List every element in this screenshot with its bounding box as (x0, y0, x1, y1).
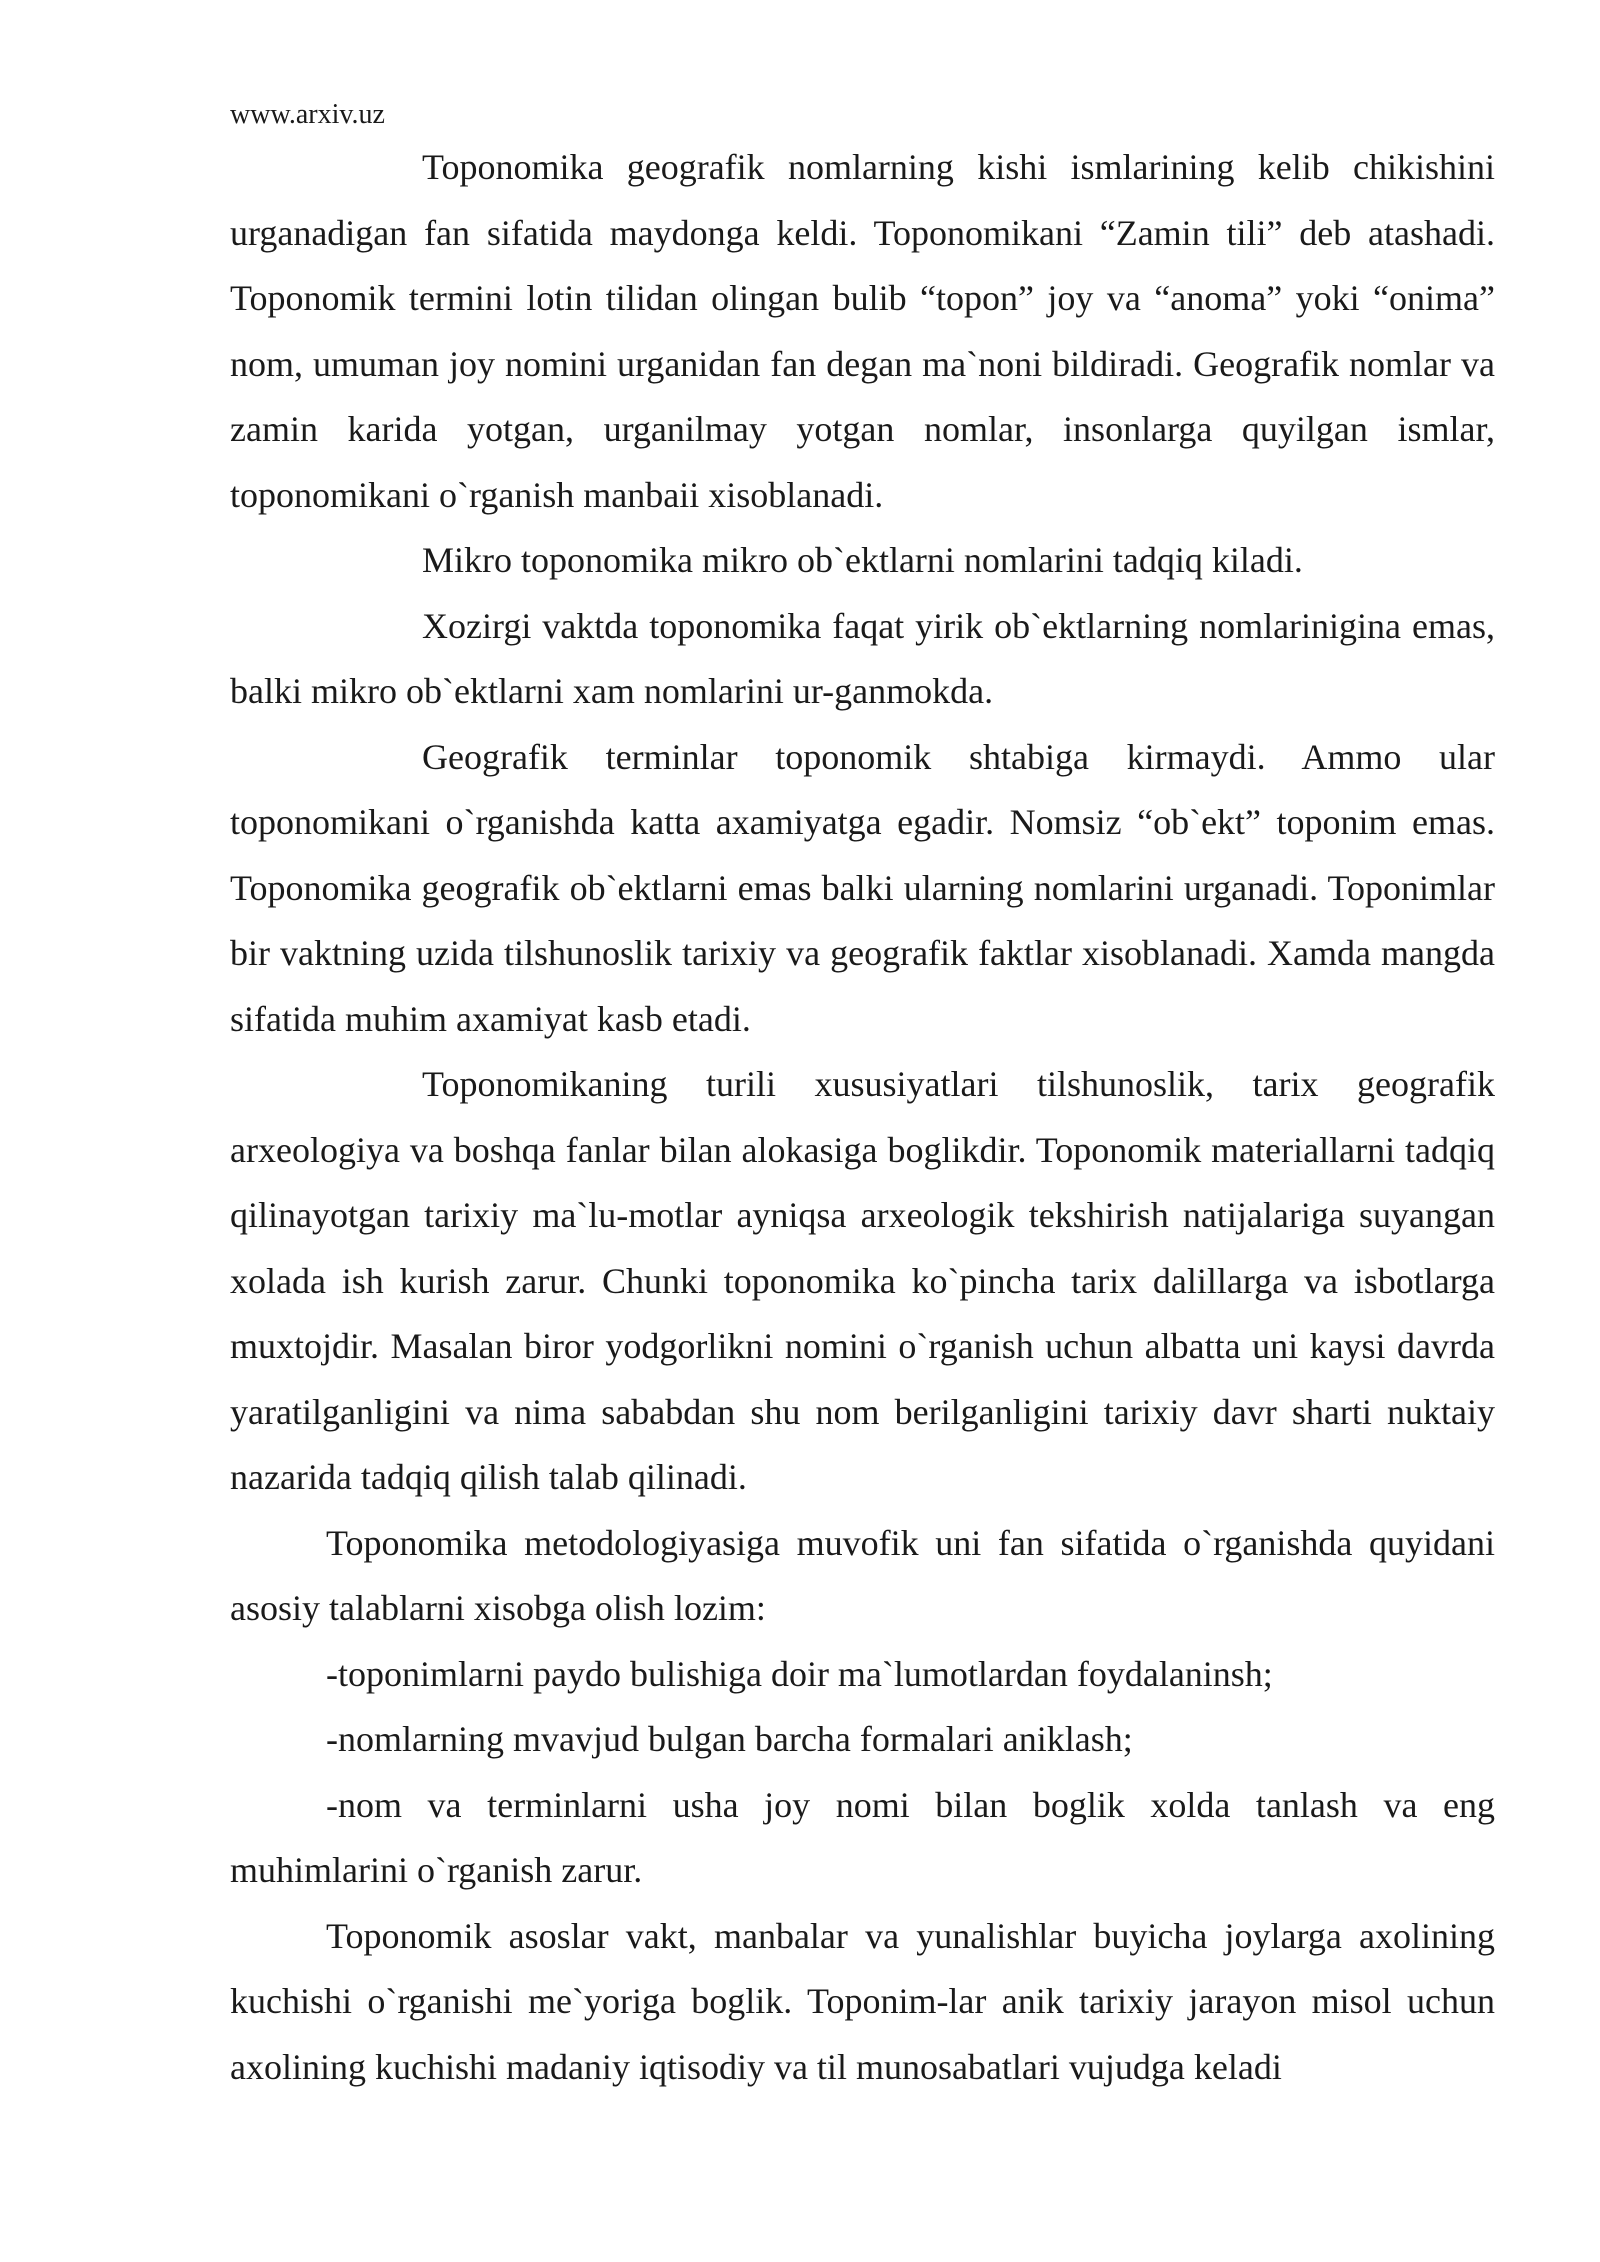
list-item-nomlarning: -nomlarning mvavjud bulgan barcha formalari aniklash; (326, 1719, 1133, 1759)
paragraph-mikro-toponomika: Mikro toponomika mikro ob`ektlarni nomlarini tadqiq kiladi. (422, 540, 1303, 580)
document-page (230, 95, 1495, 2100)
paragraph-metodologiya: Toponomika metodologiyasiga muvofik uni fan sifatida o`rganishda quyidani asosiy talablarni xisobga olish lozim: (230, 1522, 1495, 1628)
list-item-nom-va-terminlar: -nom va terminlarni usha joy nomi bilan boglik xolda tanlash va eng muhimlarini o`rganish zarur. (230, 1784, 1495, 1890)
paragraph-toponomik-asoslar: Toponomik asoslar vakt, manbalar va yunalishlar buyicha joylarga axolining kuchishi o`rganishi me`yoriga boglik. Toponim-lar anik tarixiy jarayon misol uchun axolining kuchishi madaniy iqtisodiy va til munosabatlari vujudga keladi (230, 1915, 1495, 2087)
paragraph-xususiyatlari: Toponomikaning turili xususiyatlari tilshunoslik, tarix geografik arxeologiya va boshqa fanlar bilan alokasiga boglikdir. Toponomik materiallarni tadqiq qilinayotgan tarixiy ma`lu-motlar ayniqsa arxeologik tekshirish natijalariga suyangan xolada ish kurish zarur. Chunki toponomika ko`pincha tarix dalillarga va isbotlarga muxtojdir. Masalan biror yodgorlikni nomini o`rganish uchun albatta uni kaysi davrda yaratilganligini va nima sababdan shu nom berilganligini tarixiy davr sharti nuktaiy nazarida tadqiq qilish talab qilinadi. (230, 1064, 1495, 1497)
header-url: www.arxiv.uz (230, 99, 385, 130)
paragraph-toponomika-definition: Toponomika geografik nomlarning kishi ismlarining kelib chikishini urganadigan fan sifatida maydonga keldi. Toponomikani “Zamin tili” deb atashadi. Toponomik termini lotin tilidan olingan bulib “topon” joy va “anoma” yoki “onima” nom, umuman joy nomini urganidan fan degan ma`noni bildiradi. Geografik nomlar va zamin karida yotgan, urganilmay yotgan nomlar, insonlarga quyilgan ismlar, toponomikani o`rganish manbaii xisoblanadi. (230, 147, 1495, 515)
paragraph-geografik-terminlar: Geografik terminlar toponomik shtabiga kirmaydi. Ammo ular toponomikani o`rganishda katta axamiyatga egadir. Nomsiz “ob`ekt” toponim emas. Toponomika geografik ob`ektlarni emas balki ularning nomlarini urganadi. Toponimlar bir vaktning uzida tilshunoslik tarixiy va geografik faktlar xisoblanadi. Xamda mangda sifatida muhim axamiyat kasb etadi. (230, 736, 1495, 1039)
paragraph-xozirgi-vaktda: Xozirgi vaktda toponomika faqat yirik ob`ektlarning nomlarinigina emas, balki mikro ob`ektlarni xam nomlarini ur-ganmokda. (230, 605, 1495, 711)
list-item-toponimlar: -toponimlarni paydo bulishiga doir ma`lumotlardan foydalaninsh; (326, 1653, 1273, 1694)
